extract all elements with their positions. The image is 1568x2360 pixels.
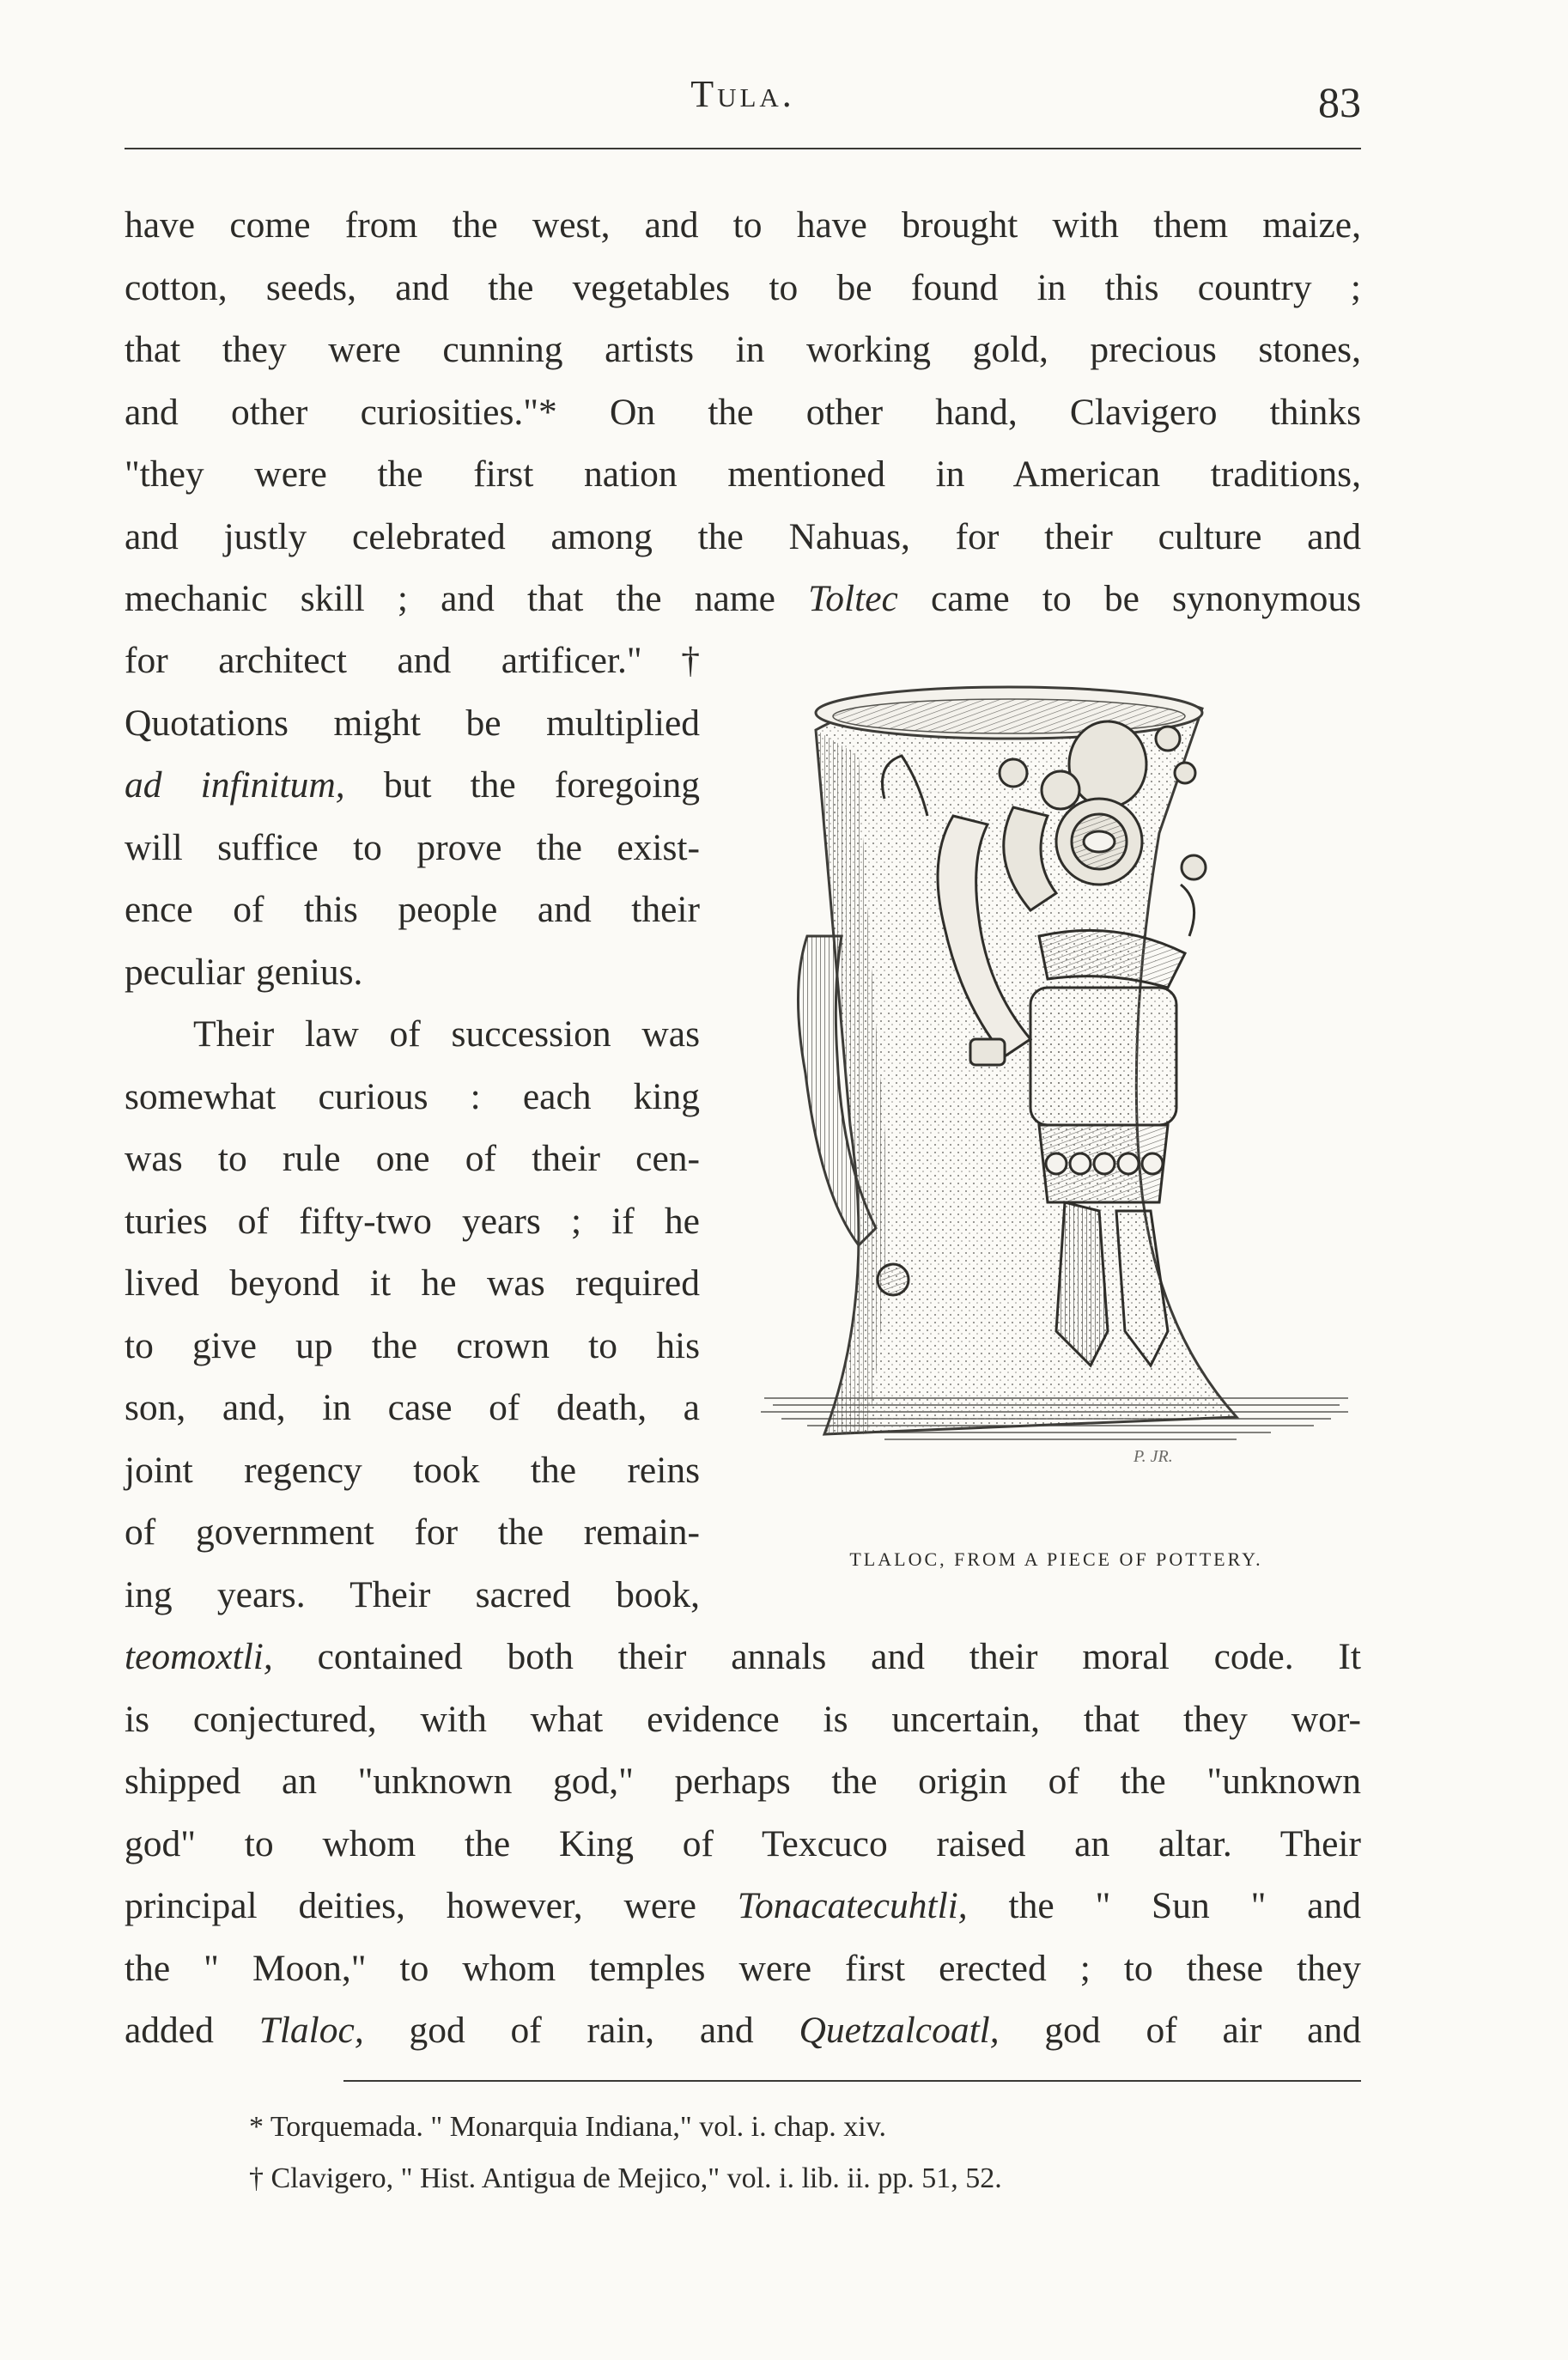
- italic-term: Tonacatecuhtli,: [737, 1885, 968, 1926]
- text-line: shipped an "unknown god," perhaps the origin of the "unknown: [125, 1761, 1361, 1802]
- text-line: will suffice to prove the exist-: [125, 826, 700, 868]
- text-line: son, and, in case of death, a: [125, 1387, 700, 1428]
- bottom-paragraph: [125, 1626, 1361, 2062]
- running-head: [125, 69, 1361, 129]
- engraver-signature: P. JR.: [1133, 1447, 1173, 1466]
- text-line: turies of fifty-two years ; if he: [125, 1200, 700, 1242]
- top-paragraph: [125, 194, 1361, 630]
- italic-term: ad infinitum,: [125, 764, 345, 806]
- running-title: Tula.: [690, 73, 795, 115]
- figure-tlaloc-pottery: [756, 678, 1357, 1580]
- text-line: god" to whom the King of Texcuco raised an altar. Their: [125, 1822, 1361, 1864]
- text-line: ence of this people and their: [125, 889, 700, 930]
- text-line: teomoxtli, contained both their annals and their moral code. It: [125, 1636, 1361, 1677]
- header-rule: [125, 148, 1361, 149]
- footnote-rule: [343, 2080, 1361, 2082]
- text-line: cotton, seeds, and the vegetables to be found in this country ;: [125, 266, 1361, 308]
- pottery-engraving: [756, 678, 1357, 1537]
- text-line: is conjectured, with what evidence is uncertain, that they wor-: [125, 1698, 1361, 1740]
- text-line: and justly celebrated among the Nahuas, for their culture and: [125, 515, 1361, 557]
- text-line: ing years. Their sacred book,: [125, 1573, 700, 1615]
- text-line: for architect and artificer."†: [125, 640, 700, 681]
- text-line: principal deities, however, were Tonacatecuhtli, the " Sun " and: [125, 1885, 1361, 1926]
- text-line: ad infinitum, but the foregoing: [125, 764, 700, 806]
- text-line: added Tlaloc, god of rain, and Quetzalcoatl, god of air and: [125, 2010, 1361, 2051]
- text-line: was to rule one of their cen-: [125, 1138, 700, 1179]
- text-line: that they were cunning artists in working gold, precious stones,: [125, 329, 1361, 370]
- italic-term: Quetzalcoatl,: [799, 2010, 1000, 2051]
- text-line: of government for the remain-: [125, 1511, 700, 1553]
- text-line: "they were the first nation mentioned in American traditions,: [125, 453, 1361, 495]
- footnote-torquemada: * Torquemada. " Monarquia Indiana," vol. i. chap. xiv.: [249, 2111, 887, 2143]
- text-line: somewhat curious : each king: [125, 1075, 700, 1117]
- side-column: [125, 630, 700, 1626]
- text-line: lived beyond it he was required: [125, 1262, 700, 1304]
- italic-term: teomoxtli,: [125, 1636, 273, 1677]
- footnote-clavigero: † Clavigero, " Hist. Antigua de Mejico," vol. i. lib. ii. pp. 51, 52.: [249, 2162, 1002, 2194]
- text-line: Their law of succession was: [193, 1013, 700, 1055]
- text-line: Quotations might be multiplied: [125, 702, 700, 744]
- italic-term: Toltec: [808, 578, 898, 619]
- text-line: and other curiosities."* On the other hand, Clavigero thinks: [125, 391, 1361, 433]
- text-line: have come from the west, and to have brought with them maize,: [125, 204, 1361, 246]
- italic-term: Tlaloc,: [258, 2010, 364, 2051]
- text-line: the " Moon," to whom temples were first erected ; to these they: [125, 1947, 1361, 1989]
- page-number: 83: [1318, 78, 1361, 126]
- text-line: joint regency took the reins: [125, 1449, 700, 1491]
- text-line: to give up the crown to his: [125, 1324, 700, 1366]
- footnotes: [249, 2101, 1002, 2205]
- text-line: mechanic skill ; and that the name Toltec came to be synonymous: [125, 578, 1362, 619]
- text-line: peculiar genius.: [125, 951, 363, 993]
- figure-caption: TLALOC, FROM A PIECE OF POTTERY.: [849, 1548, 1263, 1570]
